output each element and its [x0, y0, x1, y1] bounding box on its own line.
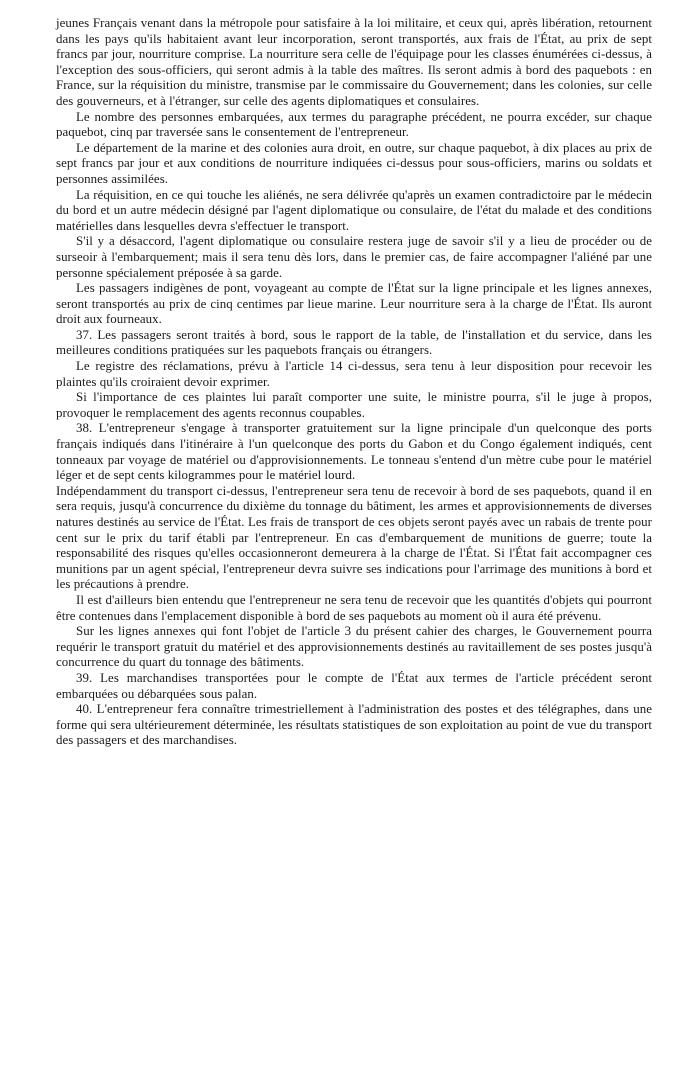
- paragraph: Indépendamment du transport ci-dessus, l'entrepreneur sera tenu de recevoir à bord de ses paquebots, quand il en sera requis, jusqu'à concurrence du dixième du tonnage du bâtiment, les armes et approvisionnements de diverses natures destinés au service de l'État. Les frais de transport de ces objets seront payés avec un rabais de trente pour cent sur le prix du tarif établi par l'entrepreneur. En cas d'embarquement de munitions de guerre; toute la responsabilité des risques qu'elles occasionneront demeurera à la charge de l'État. Si l'État fait accompagner ces munitions par un agent spécial, l'entrepreneur devra suivre ses indications pour l'arrimage des munitions à bord et les précautions à prendre.: [56, 483, 652, 592]
- paragraph: Si l'importance de ces plaintes lui paraît comporter une suite, le ministre pourra, s'il le juge à propos, provoquer le remplacement des agents reconnus coupables.: [56, 390, 652, 420]
- paragraph: S'il y a désaccord, l'agent diplomatique ou consulaire restera juge de savoir s'il y a lieu de procéder ou de surseoir à l'embarquement; mais il sera tenu dès lors, dans le premier cas, de faire accompagner l'aliéné par une personne spécialement préposée à sa garde.: [56, 234, 652, 280]
- article-40: 40. L'entrepreneur fera connaître trimestriellement à l'administration des postes et des télégraphes, dans une forme qui sera ultérieurement déterminée, les résultats statistiques de son exploitation au point de vue du transport des passagers et des marchandises.: [56, 702, 652, 748]
- article-38: 38. L'entrepreneur s'engage à transporter gratuitement sur la ligne principale d'un quelconque des ports français indiqués dans l'itinéraire à l'un quelconque des ports du Gabon et du Congo également indiqués, cent tonneaux par voyage de matériel ou d'approvisionnements. Le tonneau s'entend d'un mètre cube pour le matériel léger et de sept cents kilogrammes pour le matériel lourd.: [56, 421, 652, 483]
- paragraph: La réquisition, en ce qui touche les aliénés, ne sera délivrée qu'après un examen contradictoire par le médecin du bord et un autre médecin désigné par l'agent diplomatique ou consulaire, de l'état du malade et des conditions matérielles dans lesquelles devra s'effectuer le transport.: [56, 187, 652, 233]
- paragraph: Il est d'ailleurs bien entendu que l'entrepreneur ne sera tenu de recevoir que les quantités d'objets qui pourront être contenues dans l'emplacement disponible à bord de ses paquebots au moment où il aura été prévenu.: [56, 592, 652, 623]
- paragraph: Le département de la marine et des colonies aura droit, en outre, sur chaque paquebot, à dix places au prix de sept francs par jour et aux conditions de nourriture indiquées ci-dessus pour sous-officiers, marins ou soldats et personnes assimilées.: [56, 140, 652, 186]
- paragraph: Le nombre des personnes embarquées, aux termes du paragraphe précédent, ne pourra excéder, sur chaque paquebot, cinq par traversée sans le consentement de l'entrepreneur.: [56, 109, 652, 140]
- paragraph: Les passagers indigènes de pont, voyageant au compte de l'État sur la ligne principale et les lignes annexes, seront transportés au prix de cinq centimes par lieue marine. Leur nourriture sera à la charge de l'État. Ils auront droit aux fourneaux.: [56, 281, 652, 327]
- article-37: 37. Les passagers seront traités à bord, sous le rapport de la table, de l'installation et du service, dans les meilleures conditions pratiquées sur les paquebots français ou étrangers.: [56, 327, 652, 358]
- paragraph: Sur les lignes annexes qui font l'objet de l'article 3 du présent cahier des charges, le Gouvernement pourra requérir le transport gratuit du matériel et des approvisionnements destinés au ravitaillement de ses postes jusqu'à concurrence du quart du tonnage des bâtiments.: [56, 624, 652, 670]
- paragraph: Le registre des réclamations, prévu à l'article 14 ci-dessus, sera tenu à leur disposition pour recevoir les plaintes qu'ils croiraient devoir exprimer.: [56, 359, 652, 389]
- paragraph-continuation: jeunes Français venant dans la métropole pour satisfaire à la loi militaire, et ceux qui, après libération, retournent dans les pays qu'ils habitaient avant leur incorporation, seront transportés, aux frais de l'État, au prix de sept francs par jour, nourriture comprise. La nourriture sera celle de l'équipage pour les classes énumérées ci-dessus, à l'exception des sous-officiers, qui seront admis à la table des maîtres. Ils seront admis à bord des paquebots : en France, sur la réquisition du ministre, transmise par le commissaire du Gouvernement; dans les colonies, sur celle des gouverneurs, et à l'étranger, sur celle des agents diplomatiques et consulaires.: [56, 16, 652, 108]
- document-page: [56, 16, 652, 749]
- article-39: 39. Les marchandises transportées pour le compte de l'État aux termes de l'article précédent seront embarquées ou débarquées sous palan.: [56, 670, 652, 701]
